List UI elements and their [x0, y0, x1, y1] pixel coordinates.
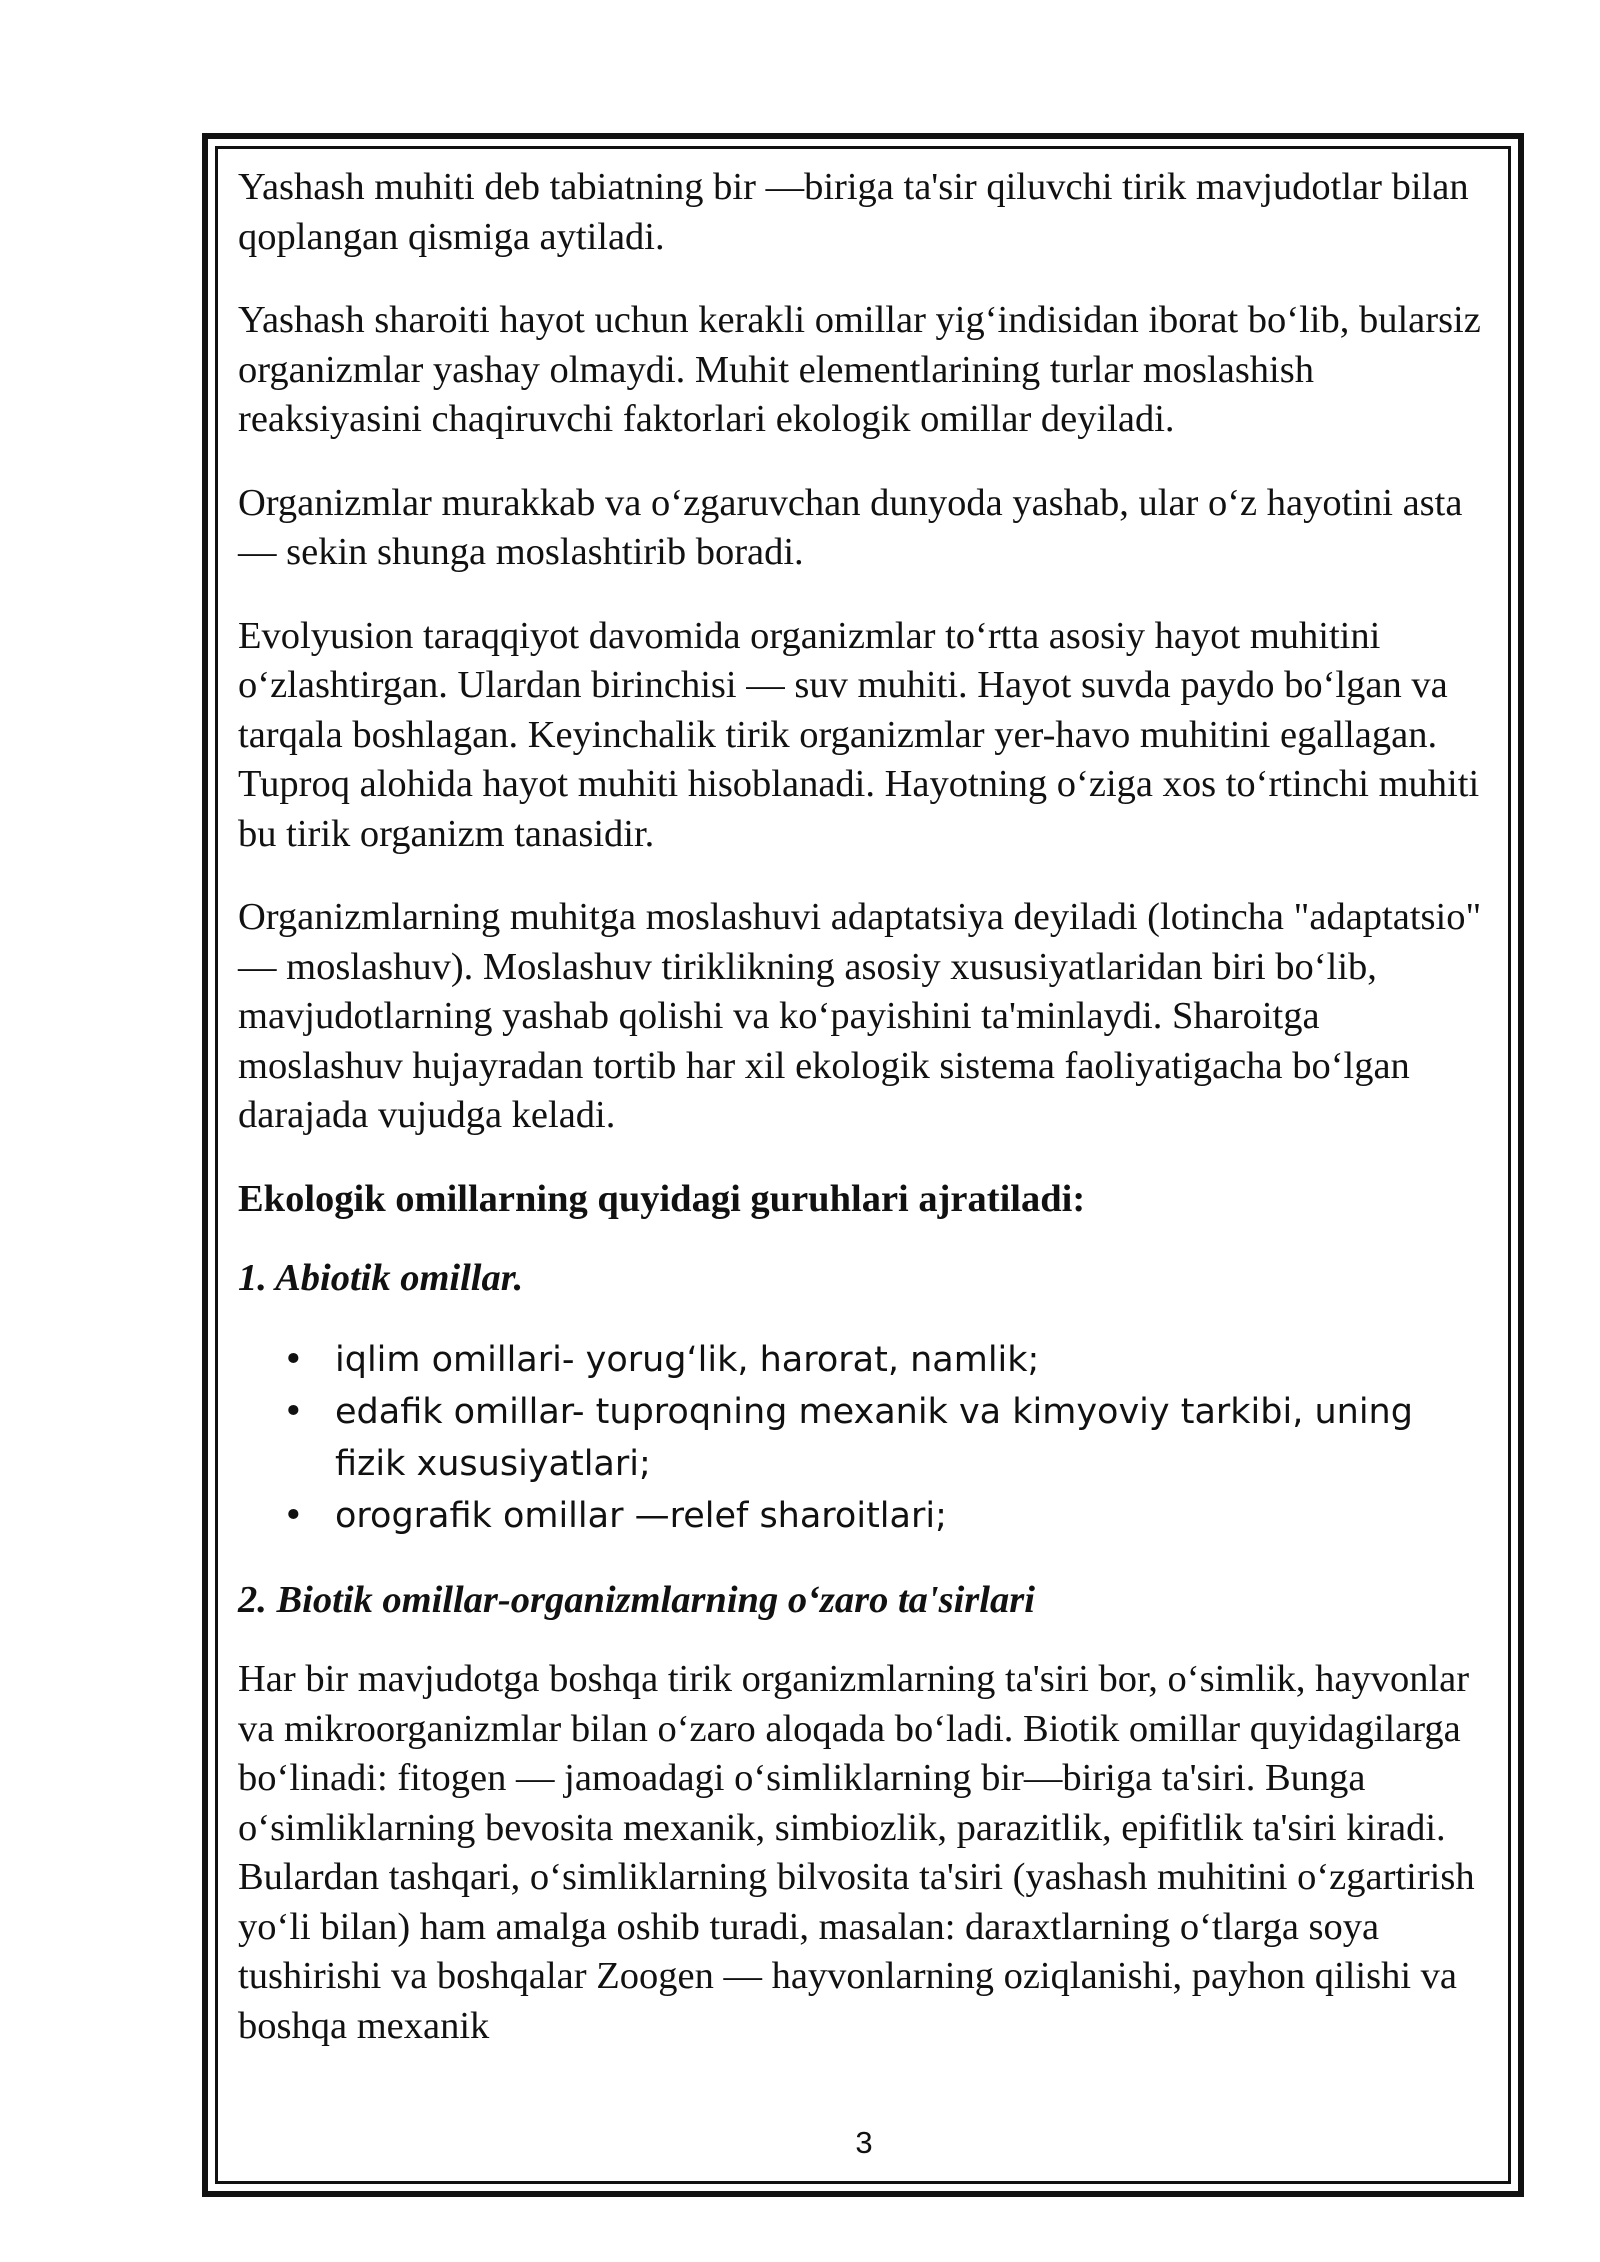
paragraph-organizmlar-murakkab: Organizmlar murakkab va o‘zgaruvchan dunyoda yashab, ular o‘z hayotini asta — sekin shunga moslashtirib boradi. — [238, 481, 1463, 573]
bullet-icon: • — [283, 1339, 304, 1380]
bullet-icon: • — [283, 1495, 304, 1536]
paragraph-biotik-body: Har bir mavjudotga boshqa tirik organizmlarning ta'siri bor, o‘simlik, hayvonlar va mikroorganizmlar bilan o‘zaro aloqada bo‘ladi. Biotik omillar quyidagilarga bo‘linadi: fitogen — jamoadagi o‘simliklarning bir—biriga ta'siri. Bunga o‘simliklarning bevosita mexanik, simbiozlik, parazitlik, epifitlik ta'siri kiradi. Bulardan tashqari, o‘simliklarning bilvosita ta'siri (yashash muhitini o‘zgartirish yo‘li bilan) ham amalga oshib turadi, masalan: daraxtlarning o‘tlarga soya tushirishi va boshqalar Zoogen — hayvonlarning oziqlanishi, payhon qilishi va boshqa mexanik — [238, 1658, 1475, 2047]
abiotik-title: 1. Abiotik omillar. — [238, 1257, 524, 1299]
page-border-inner — [215, 146, 1511, 2184]
page-border-outer — [202, 133, 1524, 2197]
section-heading: Ekologik omillarning quyidagi guruhlari ajratiladi: — [238, 1177, 1086, 1220]
paragraph-evolyusion: Evolyusion taraqqiyot davomida organizmlar to‘rtta asosiy hayot muhitini o‘zlashtirgan. Ulardan birinchisi — suv muhiti. Hayot suvda paydo bo‘lgan va tarqala boshlagan. Keyinchalik tirik organizmlar yer-havo muhitini egallagan. Tuproq alohida hayot muhiti hisoblanadi. Hayotning o‘ziga xos to‘rtinchi muhiti bu tirik organizm tanasidir. — [238, 614, 1480, 855]
paragraph-yashash-sharoiti: Yashash sharoiti hayot uchun kerakli omillar yig‘indisidan iborat bo‘lib, bularsiz organizmlar yashay olmaydi. Muhit elementlarining turlar moslashish reaksiyasini chaqiruvchi faktorlari ekologik omillar deyiladi. — [238, 299, 1481, 440]
biotik-title: 2. Biotik omillar-organizmlarning o‘zaro ta'sirlari — [238, 1578, 1035, 1621]
abiotik-list — [238, 1334, 1490, 1542]
paragraph-yashash-muhiti: Yashash muhiti deb tabiatning bir —biriga ta'sir qiluvchi tirik mavjudotlar bilan qoplangan qismiga aytiladi. — [238, 166, 1469, 258]
bullet-icon: • — [283, 1391, 304, 1432]
list-item-text: edafik omillar- tuproqning mexanik va kimyoviy tarkibi, uning fizik xususiyatlari; — [335, 1391, 1413, 1484]
list-item-text: iqlim omillari- yorug‘lik, harorat, namlik; — [335, 1339, 1040, 1380]
page-number: 3 — [855, 2125, 873, 2160]
list-item — [238, 1386, 1490, 1490]
list-item — [238, 1490, 1490, 1542]
page-content — [238, 163, 1490, 2169]
list-item-text: orografik omillar —relef sharoitlari; — [335, 1495, 947, 1536]
list-item — [238, 1334, 1490, 1386]
paragraph-adaptatsiya: Organizmlarning muhitga moslashuvi adaptatsiya deyiladi (lotincha "adaptatsio" — moslashuv). Moslashuv tiriklikning asosiy xususiyatlaridan biri bo‘lib, mavjudotlarning yashab qolishi va ko‘payishini ta'minlaydi. Sharoitga moslashuv hujayradan tortib har xil ekologik sistema faoliyatigacha bo‘lgan darajada vujudga keladi. — [238, 896, 1482, 1136]
